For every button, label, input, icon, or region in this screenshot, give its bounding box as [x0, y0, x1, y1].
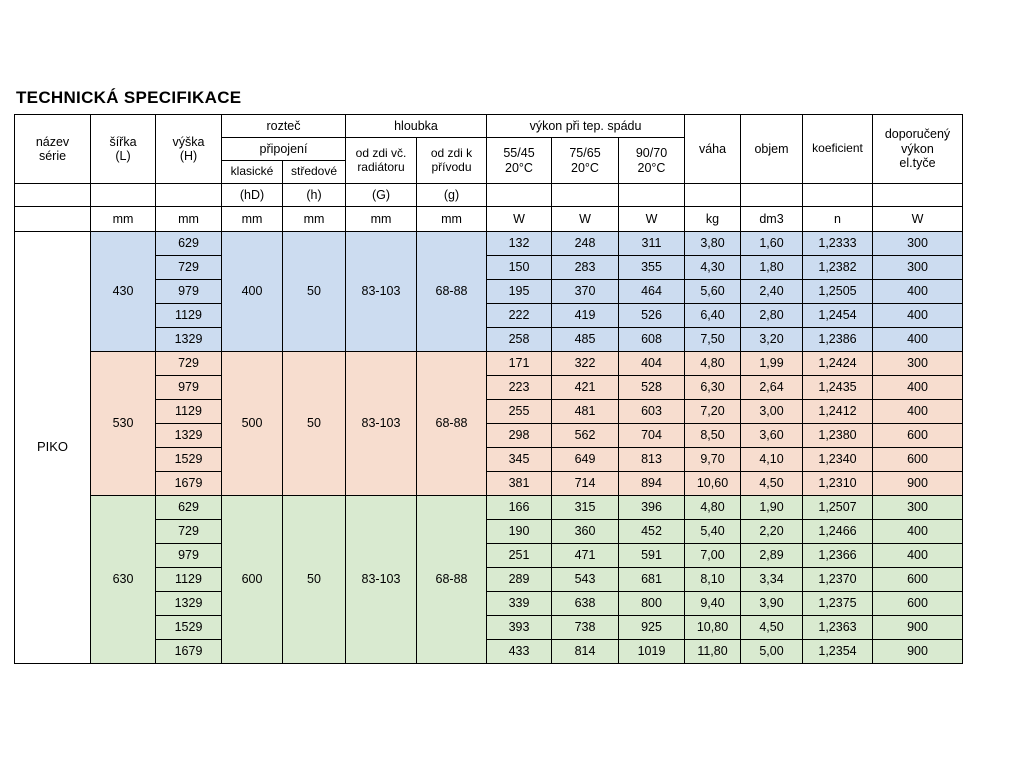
header-vykon-7565 [552, 138, 619, 184]
cell-vykon-5545: 150 [487, 256, 552, 280]
unit-vyska: mm [156, 207, 222, 232]
table-row [15, 616, 963, 640]
cell-vyska: 629 [156, 232, 222, 256]
cell-koeficient: 1,2454 [803, 304, 873, 328]
cell-vykon-7565: 638 [552, 592, 619, 616]
cell-objem: 4,10 [741, 448, 803, 472]
header-doporuceny-line2: výkon [901, 141, 934, 156]
table-row [15, 400, 963, 424]
cell-vykon-5545: 222 [487, 304, 552, 328]
cell-vyska: 979 [156, 280, 222, 304]
cell-vaha: 6,40 [685, 304, 741, 328]
cell-vyska: 1679 [156, 472, 222, 496]
header-sub-pripojeni: připojení [222, 138, 346, 161]
header-koeficient: koeficient [803, 115, 873, 184]
header-sirka [91, 115, 156, 184]
unit-vykon-5545: W [487, 207, 552, 232]
header-symbol-nazev [15, 184, 91, 207]
header-nazev-serie [15, 115, 91, 184]
cell-objem: 2,89 [741, 544, 803, 568]
cell-vykon-9070: 464 [619, 280, 685, 304]
header-symbol-vyska [156, 184, 222, 207]
cell-hloubka-radiatoru: 83-103 [346, 232, 417, 352]
cell-koeficient: 1,2466 [803, 520, 873, 544]
header-symbol-objem [741, 184, 803, 207]
cell-vaha: 10,80 [685, 616, 741, 640]
cell-vykon-9070: 925 [619, 616, 685, 640]
cell-koeficient: 1,2507 [803, 496, 873, 520]
cell-roztec-klasicke: 500 [222, 352, 283, 496]
cell-doporuceny-vykon: 400 [873, 400, 963, 424]
cell-vykon-7565: 738 [552, 616, 619, 640]
cell-vykon-7565: 485 [552, 328, 619, 352]
header-sirka-line2: (L) [115, 149, 131, 163]
header-klasicke: klasické [222, 161, 283, 184]
cell-vaha: 8,10 [685, 568, 741, 592]
cell-vykon-7565: 421 [552, 376, 619, 400]
cell-objem: 5,00 [741, 640, 803, 664]
cell-doporuceny-vykon: 600 [873, 592, 963, 616]
cell-koeficient: 1,2424 [803, 352, 873, 376]
table-row [15, 568, 963, 592]
table-row [15, 544, 963, 568]
cell-vykon-5545: 393 [487, 616, 552, 640]
cell-koeficient: 1,2340 [803, 448, 873, 472]
cell-roztec-stredove: 50 [283, 232, 346, 352]
cell-vykon-7565: 471 [552, 544, 619, 568]
cell-sirka: 430 [91, 232, 156, 352]
cell-hloubka-privodu: 68-88 [417, 352, 487, 496]
cell-vyska: 1129 [156, 304, 222, 328]
cell-vaha: 5,40 [685, 520, 741, 544]
header-nazev-serie-line2: série [38, 149, 67, 163]
cell-vaha: 8,50 [685, 424, 741, 448]
cell-objem: 2,40 [741, 280, 803, 304]
cell-vykon-5545: 171 [487, 352, 552, 376]
cell-vykon-7565: 322 [552, 352, 619, 376]
header-row-4-symbols [15, 184, 963, 207]
header-vyska-line1: výška [172, 134, 205, 149]
cell-koeficient: 1,2435 [803, 376, 873, 400]
cell-vykon-7565: 649 [552, 448, 619, 472]
cell-vyska: 629 [156, 496, 222, 520]
header-vykon-5545 [487, 138, 552, 184]
cell-doporuceny-vykon: 400 [873, 280, 963, 304]
cell-koeficient: 1,2382 [803, 256, 873, 280]
cell-vyska: 1329 [156, 328, 222, 352]
cell-vykon-5545: 190 [487, 520, 552, 544]
cell-vykon-9070: 396 [619, 496, 685, 520]
table-row [15, 592, 963, 616]
cell-hloubka-privodu: 68-88 [417, 496, 487, 664]
cell-vykon-7565: 315 [552, 496, 619, 520]
table-row [15, 328, 963, 352]
header-stredove: středové [283, 161, 346, 184]
cell-vaha: 9,70 [685, 448, 741, 472]
cell-sirka: 630 [91, 496, 156, 664]
cell-vykon-9070: 526 [619, 304, 685, 328]
header-doporuceny-vykon [873, 115, 963, 184]
cell-vykon-5545: 251 [487, 544, 552, 568]
unit-klasicke: mm [222, 207, 283, 232]
page-title: TECHNICKÁ SPECIFIKACE [16, 88, 242, 107]
header-vaha: váha [685, 115, 741, 184]
unit-koeficient: n [803, 207, 873, 232]
cell-vykon-5545: 195 [487, 280, 552, 304]
cell-koeficient: 1,2375 [803, 592, 873, 616]
cell-vykon-7565: 360 [552, 520, 619, 544]
header-od-zdi-radiatoru [346, 138, 417, 184]
cell-objem: 4,50 [741, 472, 803, 496]
header-symbol-g: (g) [417, 184, 487, 207]
cell-vaha: 7,00 [685, 544, 741, 568]
header-row-1 [15, 115, 963, 138]
cell-doporuceny-vykon: 300 [873, 496, 963, 520]
cell-vykon-7565: 814 [552, 640, 619, 664]
cell-series-name: PIKO [15, 232, 91, 664]
table-row [15, 352, 963, 376]
cell-objem: 2,64 [741, 376, 803, 400]
cell-vyska: 1129 [156, 568, 222, 592]
cell-doporuceny-vykon: 400 [873, 328, 963, 352]
header-symbol-vykon-7565 [552, 184, 619, 207]
header-od-zdi-privodu-line2: přívodu [431, 159, 472, 174]
unit-hloubka-privod: mm [417, 207, 487, 232]
cell-vykon-7565: 419 [552, 304, 619, 328]
cell-roztec-klasicke: 400 [222, 232, 283, 352]
cell-vyska: 979 [156, 544, 222, 568]
header-symbol-vykon-5545 [487, 184, 552, 207]
cell-objem: 2,80 [741, 304, 803, 328]
cell-vykon-9070: 311 [619, 232, 685, 256]
header-symbol-h: (h) [283, 184, 346, 207]
table-row [15, 472, 963, 496]
cell-hloubka-radiatoru: 83-103 [346, 496, 417, 664]
table-row [15, 256, 963, 280]
table-row [15, 376, 963, 400]
technical-specification-table [14, 114, 963, 664]
cell-vykon-5545: 132 [487, 232, 552, 256]
unit-stredove: mm [283, 207, 346, 232]
cell-vykon-9070: 355 [619, 256, 685, 280]
header-od-zdi-privodu [417, 138, 487, 184]
cell-vykon-5545: 339 [487, 592, 552, 616]
cell-vyska: 1679 [156, 640, 222, 664]
cell-doporuceny-vykon: 400 [873, 304, 963, 328]
cell-objem: 3,60 [741, 424, 803, 448]
cell-objem: 3,20 [741, 328, 803, 352]
header-symbol-vykon-9070 [619, 184, 685, 207]
header-vyska [156, 115, 222, 184]
header-symbol-vaha [685, 184, 741, 207]
header-vykon-7565-temp: 20°C [571, 160, 599, 175]
cell-vaha: 9,40 [685, 592, 741, 616]
cell-vykon-5545: 223 [487, 376, 552, 400]
cell-doporuceny-vykon: 300 [873, 256, 963, 280]
header-od-zdi-privodu-line1: od zdi k [430, 145, 473, 160]
cell-vaha: 4,30 [685, 256, 741, 280]
cell-vyska: 1329 [156, 592, 222, 616]
cell-vaha: 5,60 [685, 280, 741, 304]
header-vykon-9070 [619, 138, 685, 184]
cell-vykon-5545: 255 [487, 400, 552, 424]
cell-vykon-7565: 283 [552, 256, 619, 280]
header-row-units [15, 207, 963, 232]
cell-roztec-stredove: 50 [283, 352, 346, 496]
cell-koeficient: 1,2380 [803, 424, 873, 448]
cell-vykon-9070: 603 [619, 400, 685, 424]
table-header [15, 115, 963, 232]
cell-roztec-stredove: 50 [283, 496, 346, 664]
cell-doporuceny-vykon: 400 [873, 520, 963, 544]
cell-vykon-5545: 433 [487, 640, 552, 664]
header-group-hloubka: hloubka [346, 115, 487, 138]
table-row [15, 280, 963, 304]
cell-doporuceny-vykon: 300 [873, 352, 963, 376]
cell-vykon-7565: 543 [552, 568, 619, 592]
table-row [15, 232, 963, 256]
unit-hloubka-radiator: mm [346, 207, 417, 232]
header-group-roztec: rozteč [222, 115, 346, 138]
cell-vyska: 729 [156, 352, 222, 376]
cell-vyska: 729 [156, 256, 222, 280]
cell-koeficient: 1,2333 [803, 232, 873, 256]
cell-vykon-9070: 1019 [619, 640, 685, 664]
header-doporuceny-line1: doporučený [884, 127, 951, 142]
cell-objem: 3,34 [741, 568, 803, 592]
unit-vykon-7565: W [552, 207, 619, 232]
cell-objem: 4,50 [741, 616, 803, 640]
cell-roztec-klasicke: 600 [222, 496, 283, 664]
header-vyska-line2: (H) [179, 149, 198, 163]
table-row [15, 304, 963, 328]
cell-doporuceny-vykon: 600 [873, 568, 963, 592]
cell-objem: 1,99 [741, 352, 803, 376]
cell-vaha: 3,80 [685, 232, 741, 256]
table-body [15, 232, 963, 664]
cell-hloubka-radiatoru: 83-103 [346, 352, 417, 496]
cell-objem: 1,60 [741, 232, 803, 256]
header-symbol-doporuceny [873, 184, 963, 207]
cell-sirka: 530 [91, 352, 156, 496]
header-vykon-5545-temp: 20°C [505, 160, 533, 175]
unit-objem: dm3 [741, 207, 803, 232]
header-vykon-7565-ratio: 75/65 [569, 146, 601, 161]
cell-doporuceny-vykon: 900 [873, 472, 963, 496]
cell-koeficient: 1,2310 [803, 472, 873, 496]
header-vykon-9070-ratio: 90/70 [635, 146, 668, 161]
cell-doporuceny-vykon: 300 [873, 232, 963, 256]
cell-vykon-9070: 452 [619, 520, 685, 544]
cell-doporuceny-vykon: 900 [873, 616, 963, 640]
cell-vyska: 729 [156, 520, 222, 544]
cell-vyska: 1529 [156, 616, 222, 640]
cell-vyska: 1529 [156, 448, 222, 472]
cell-vyska: 1129 [156, 400, 222, 424]
cell-doporuceny-vykon: 600 [873, 424, 963, 448]
unit-sirka: mm [91, 207, 156, 232]
header-symbol-sirka [91, 184, 156, 207]
cell-vykon-5545: 166 [487, 496, 552, 520]
header-nazev-serie-line1: název [35, 134, 70, 149]
cell-vaha: 6,30 [685, 376, 741, 400]
cell-objem: 3,00 [741, 400, 803, 424]
cell-vykon-5545: 381 [487, 472, 552, 496]
cell-vykon-5545: 298 [487, 424, 552, 448]
cell-doporuceny-vykon: 400 [873, 376, 963, 400]
cell-hloubka-privodu: 68-88 [417, 232, 487, 352]
cell-objem: 3,90 [741, 592, 803, 616]
cell-vykon-9070: 800 [619, 592, 685, 616]
cell-vykon-9070: 813 [619, 448, 685, 472]
cell-objem: 1,80 [741, 256, 803, 280]
cell-vaha: 4,80 [685, 496, 741, 520]
cell-vykon-7565: 370 [552, 280, 619, 304]
cell-vyska: 979 [156, 376, 222, 400]
cell-vykon-5545: 345 [487, 448, 552, 472]
cell-vykon-9070: 608 [619, 328, 685, 352]
cell-vyska: 1329 [156, 424, 222, 448]
cell-vykon-9070: 894 [619, 472, 685, 496]
cell-doporuceny-vykon: 400 [873, 544, 963, 568]
cell-vaha: 7,20 [685, 400, 741, 424]
header-doporuceny-line3: el.tyče [899, 156, 936, 171]
unit-vykon-9070: W [619, 207, 685, 232]
cell-koeficient: 1,2412 [803, 400, 873, 424]
cell-vykon-5545: 258 [487, 328, 552, 352]
header-od-zdi-radiatoru-line2: radiátoru [357, 159, 405, 174]
table-row [15, 496, 963, 520]
cell-vaha: 4,80 [685, 352, 741, 376]
header-objem: objem [741, 115, 803, 184]
cell-doporuceny-vykon: 600 [873, 448, 963, 472]
unit-vaha: kg [685, 207, 741, 232]
cell-koeficient: 1,2386 [803, 328, 873, 352]
cell-koeficient: 1,2363 [803, 616, 873, 640]
table-row [15, 640, 963, 664]
header-symbol-hD: (hD) [222, 184, 283, 207]
header-group-vykon: výkon při tep. spádu [487, 115, 685, 138]
cell-objem: 1,90 [741, 496, 803, 520]
cell-vykon-7565: 562 [552, 424, 619, 448]
cell-doporuceny-vykon: 900 [873, 640, 963, 664]
header-od-zdi-radiatoru-line1: od zdi vč. [355, 145, 407, 160]
table-row [15, 448, 963, 472]
cell-vykon-9070: 681 [619, 568, 685, 592]
header-vykon-5545-ratio: 55/45 [503, 146, 535, 161]
table-row [15, 424, 963, 448]
header-sirka-line1: šířka [109, 134, 137, 149]
cell-vaha: 11,80 [685, 640, 741, 664]
cell-vykon-9070: 528 [619, 376, 685, 400]
cell-koeficient: 1,2366 [803, 544, 873, 568]
cell-koeficient: 1,2370 [803, 568, 873, 592]
cell-koeficient: 1,2505 [803, 280, 873, 304]
cell-vaha: 7,50 [685, 328, 741, 352]
cell-koeficient: 1,2354 [803, 640, 873, 664]
cell-vykon-9070: 704 [619, 424, 685, 448]
cell-vykon-9070: 591 [619, 544, 685, 568]
cell-vykon-5545: 289 [487, 568, 552, 592]
table-row [15, 520, 963, 544]
header-vykon-9070-temp: 20°C [637, 160, 666, 175]
header-symbol-koeficient [803, 184, 873, 207]
cell-vykon-7565: 714 [552, 472, 619, 496]
unit-nazev-serie [15, 207, 91, 232]
cell-objem: 2,20 [741, 520, 803, 544]
header-symbol-G: (G) [346, 184, 417, 207]
unit-doporuceny: W [873, 207, 963, 232]
cell-vaha: 10,60 [685, 472, 741, 496]
cell-vykon-7565: 481 [552, 400, 619, 424]
cell-vykon-7565: 248 [552, 232, 619, 256]
cell-vykon-9070: 404 [619, 352, 685, 376]
